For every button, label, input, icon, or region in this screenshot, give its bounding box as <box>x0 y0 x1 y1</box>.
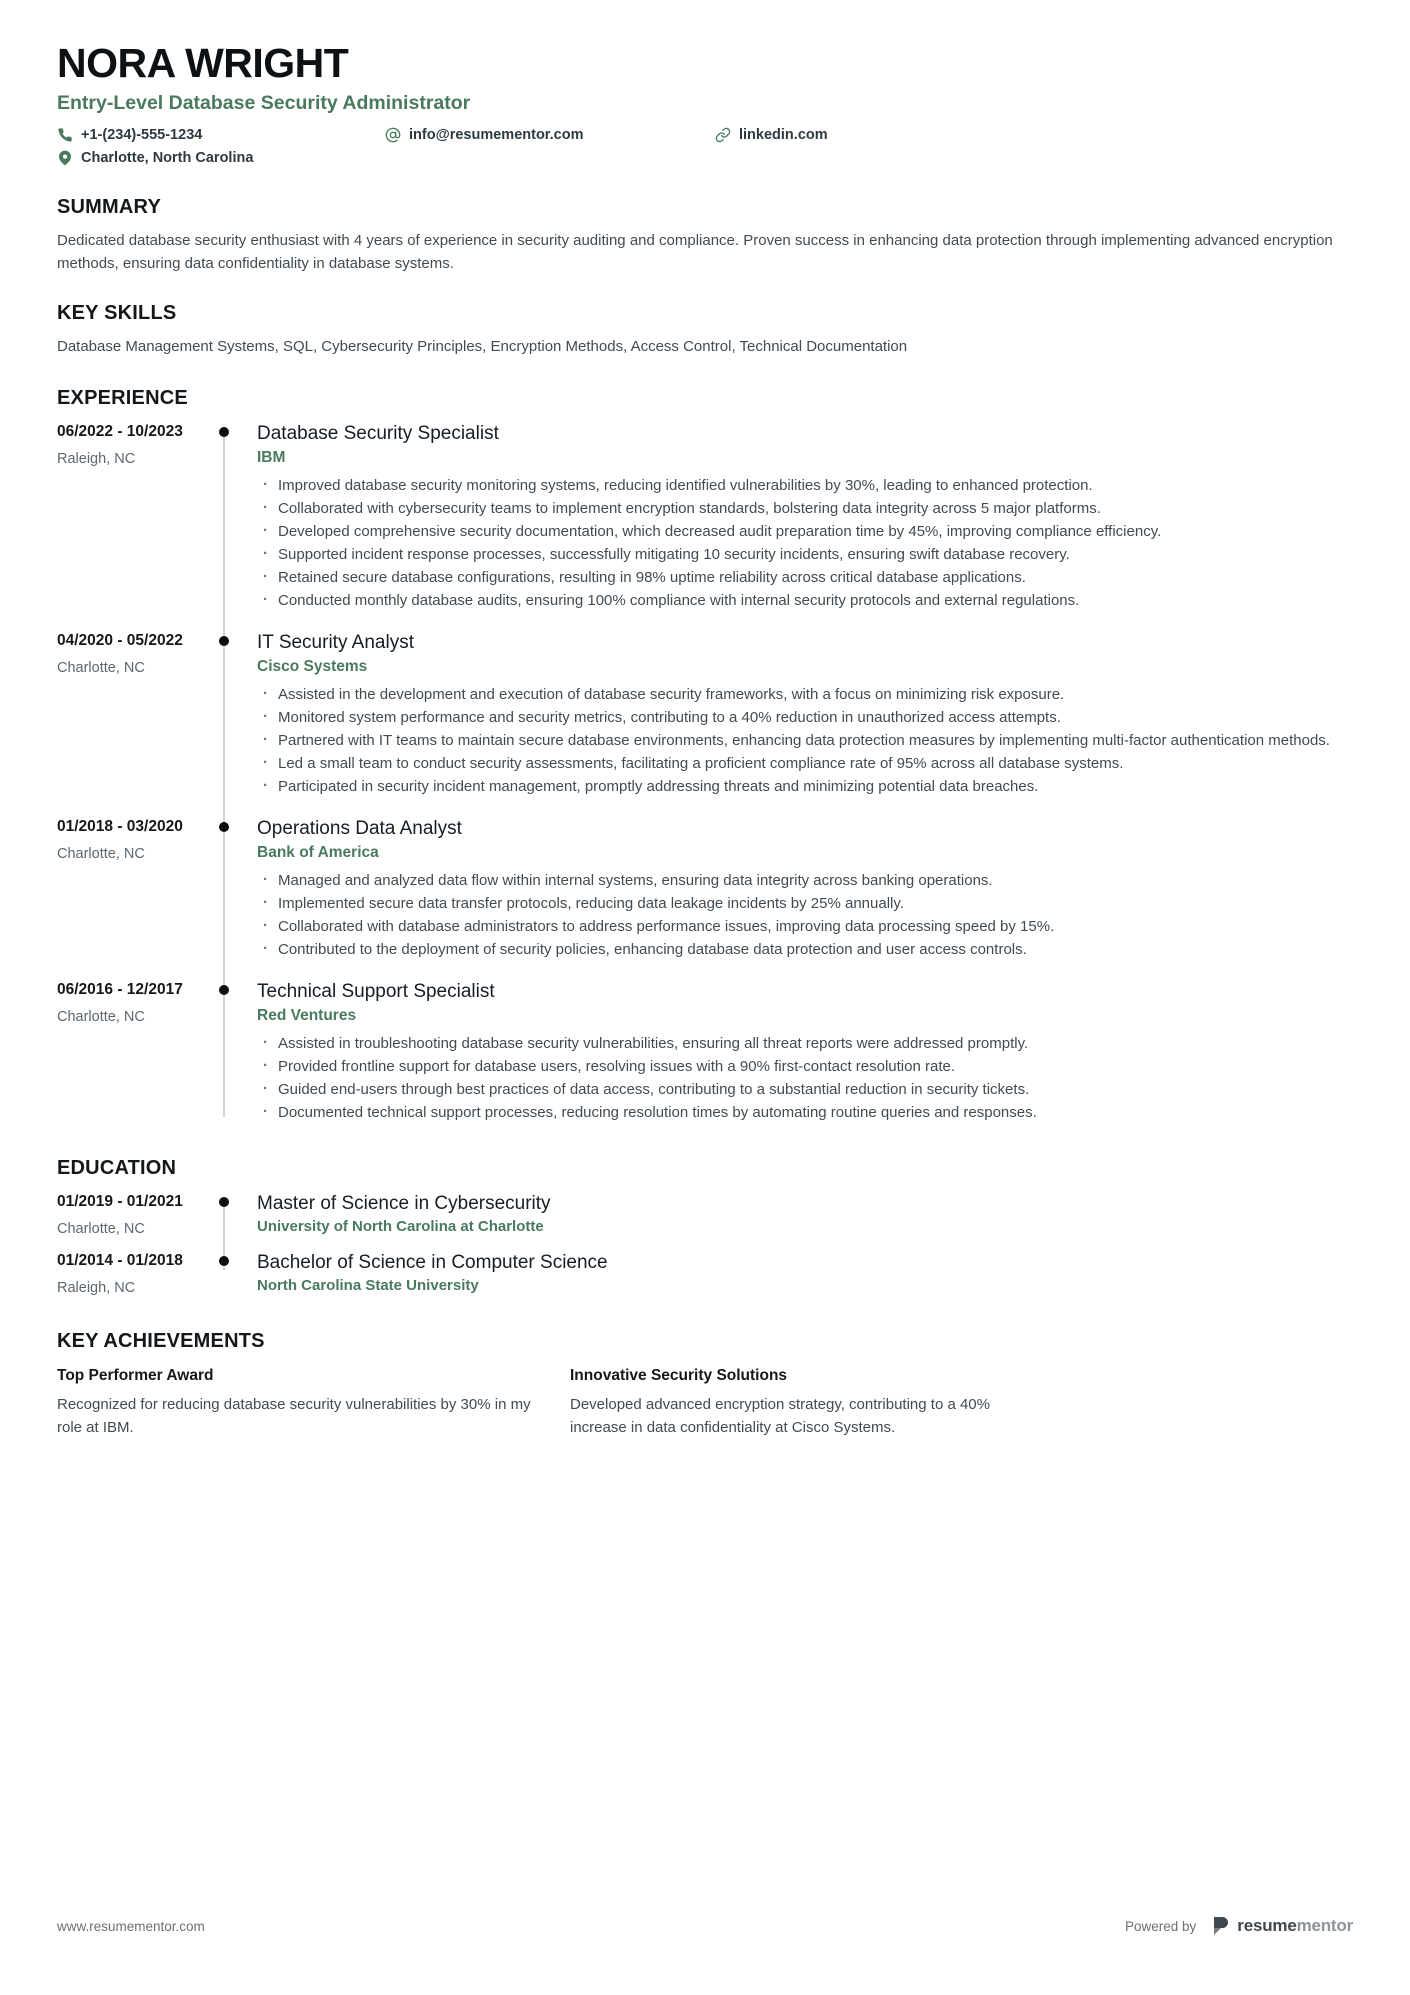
achievements-section <box>57 1330 1353 1439</box>
degree-location: Charlotte, NC <box>57 1221 145 1238</box>
timeline-dot <box>219 985 229 995</box>
key-skills-text: Database Management Systems, SQL, Cybersecurity Principles, Encryption Methods, Access Control, Technical Documentation <box>57 338 908 356</box>
phone-link[interactable] <box>57 127 385 143</box>
key-skills-section <box>57 302 1353 358</box>
degree-dates: 01/2014 - 01/2018 <box>57 1252 183 1270</box>
education-entry <box>57 1251 1353 1296</box>
timeline-dot <box>219 822 229 832</box>
at-sign-icon <box>385 127 401 143</box>
experience-entry <box>57 422 1353 613</box>
job-bullet: · Collaborated with database administrators to address performance issues, improving data processing speed by 15%. <box>257 916 1353 938</box>
timeline-dot <box>219 1256 229 1266</box>
job-location: Charlotte, NC <box>57 660 145 677</box>
phone-number: +1-(234)-555-1234 <box>81 127 203 144</box>
job-bullets <box>257 1033 1353 1124</box>
degree-content <box>241 1192 1353 1237</box>
experience-entry <box>57 817 1353 962</box>
job-bullet: · Participated in security incident management, promptly addressing threats and minimizing potential data breaches. <box>257 776 1353 798</box>
achievement-item <box>57 1367 570 1439</box>
job-bullet: · Managed and analyzed data flow within internal systems, ensuring data integrity across banking operations. <box>257 870 1353 892</box>
job-bullet: · Conducted monthly database audits, ensuring 100% compliance with internal security protocols and external regulations. <box>257 590 1353 612</box>
candidate-name: NORA WRIGHT <box>57 40 349 86</box>
achievement-text: Recognized for reducing database security vulnerabilities by 30% in my role at IBM. <box>57 1396 531 1437</box>
job-bullet: · Led a small team to conduct security assessments, facilitating a proficient compliance rate of 95% across all database systems. <box>257 753 1353 775</box>
degree-title: Bachelor of Science in Computer Science <box>257 1252 608 1274</box>
footer-branding <box>1125 1915 1353 1937</box>
summary-section <box>57 196 1353 275</box>
job-location: Raleigh, NC <box>57 451 136 468</box>
job-title: IT Security Analyst <box>257 632 414 654</box>
resume-header <box>57 42 1353 166</box>
achievements-heading: KEY ACHIEVEMENTS <box>57 1330 265 1353</box>
powered-by-label: Powered by <box>1125 1918 1197 1934</box>
job-bullet: · Improved database security monitoring systems, reducing identified vulnerabilities by 30%, leading to enhanced protection. <box>257 475 1353 497</box>
job-title: Operations Data Analyst <box>257 818 462 840</box>
job-bullet: · Assisted in the development and execution of database security frameworks, with a focus on minimizing risk exposure. <box>257 684 1353 706</box>
job-dates: 04/2020 - 05/2022 <box>57 632 183 650</box>
job-location: Charlotte, NC <box>57 1009 145 1026</box>
entry-meta <box>57 817 207 962</box>
achievement-title: Innovative Security Solutions <box>570 1367 788 1385</box>
job-bullet: · Monitored system performance and security metrics, contributing to a 40% reduction in unauthorized access attempts. <box>257 707 1353 729</box>
degree-school: North Carolina State University <box>257 1277 479 1295</box>
job-bullet: · Assisted in troubleshooting database security vulnerabilities, ensuring all threat reports were addressed promptly. <box>257 1033 1353 1055</box>
candidate-role-title: Entry-Level Database Security Administrator <box>57 92 471 115</box>
entry-meta <box>57 631 207 799</box>
job-dates: 01/2018 - 03/2020 <box>57 818 183 836</box>
job-bullet: · Contributed to the deployment of security policies, enhancing database data protection and user access controls. <box>257 939 1353 961</box>
experience-entry <box>57 631 1353 799</box>
job-bullet: · Collaborated with cybersecurity teams to implement encryption standards, bolstering data integrity across 5 major platforms. <box>257 498 1353 520</box>
linkedin-text: linkedin.com <box>739 127 828 144</box>
timeline-dot <box>219 1197 229 1207</box>
job-content <box>241 980 1353 1125</box>
achievement-text: Developed advanced encryption strategy, contributing to a 40% increase in data confidentiality at Cisco Systems. <box>570 1396 990 1437</box>
job-company: Red Ventures <box>257 1007 357 1025</box>
degree-location: Raleigh, NC <box>57 1280 136 1297</box>
education-entry <box>57 1192 1353 1237</box>
job-location: Charlotte, NC <box>57 846 145 863</box>
education-section <box>57 1157 1353 1296</box>
entry-meta <box>57 422 207 613</box>
job-bullets <box>257 684 1353 798</box>
job-bullet: · Supported incident response processes, successfully mitigating 10 security incidents, ensuring swift database recovery. <box>257 544 1353 566</box>
job-content <box>241 422 1353 613</box>
timeline-dot <box>219 427 229 437</box>
experience-section <box>57 387 1353 1125</box>
job-bullets <box>257 870 1353 961</box>
job-company: IBM <box>257 449 286 467</box>
timeline-dot <box>219 636 229 646</box>
education-timeline <box>57 1192 1353 1296</box>
job-bullet: · Developed comprehensive security documentation, which decreased audit preparation time by 45%, improving compliance efficiency. <box>257 521 1353 543</box>
achievement-title: Top Performer Award <box>57 1367 214 1385</box>
entry-meta <box>57 980 207 1125</box>
phone-icon <box>57 127 73 143</box>
job-bullet: · Partnered with IT teams to maintain secure database environments, enhancing data protection measures by implementing multi-factor authentication methods. <box>257 730 1353 752</box>
degree-title: Master of Science in Cybersecurity <box>257 1193 551 1215</box>
entry-meta <box>57 1192 207 1237</box>
job-company: Cisco Systems <box>257 658 368 676</box>
job-bullet: · Retained secure database configurations, resulting in 98% uptime reliability across critical database applications. <box>257 567 1353 589</box>
summary-heading: SUMMARY <box>57 196 161 219</box>
location-text: Charlotte, North Carolina <box>81 150 254 167</box>
job-bullets <box>257 475 1353 612</box>
job-title: Database Security Specialist <box>257 423 499 445</box>
achievement-item <box>570 1367 1353 1439</box>
job-bullet: · Documented technical support processes, reducing resolution times by automating routine queries and responses. <box>257 1102 1353 1124</box>
job-bullet: · Provided frontline support for database users, resolving issues with a 90% first-contact resolution rate. <box>257 1056 1353 1078</box>
degree-dates: 01/2019 - 01/2021 <box>57 1193 183 1211</box>
entry-meta <box>57 1251 207 1296</box>
job-dates: 06/2016 - 12/2017 <box>57 981 183 999</box>
linkedin-link[interactable] <box>715 127 1353 143</box>
email-link[interactable] <box>385 127 715 143</box>
email-address: info@resumementor.com <box>409 127 584 144</box>
job-bullet: · Implemented secure data transfer protocols, reducing data leakage incidents by 25% annually. <box>257 893 1353 915</box>
footer-website-link[interactable]: www.resumementor.com <box>57 1918 205 1934</box>
degree-school: University of North Carolina at Charlotte <box>257 1218 544 1236</box>
resumementor-logo <box>1210 1915 1353 1937</box>
location-item <box>57 150 385 166</box>
degree-content <box>241 1251 1353 1296</box>
resumementor-logo-icon <box>1210 1915 1232 1937</box>
job-content <box>241 631 1353 799</box>
experience-timeline <box>57 422 1353 1125</box>
key-skills-heading: KEY SKILLS <box>57 302 177 325</box>
location-pin-icon <box>57 150 73 166</box>
summary-text: Dedicated database security enthusiast with 4 years of experience in security auditing and compliance. Proven success in enhancing data protection through implementing advanced encryption methods, ensuring data confidentiality in database systems. <box>57 232 1333 273</box>
job-company: Bank of America <box>257 844 379 862</box>
link-icon <box>715 127 731 143</box>
contact-info <box>57 127 1353 166</box>
experience-entry <box>57 980 1353 1125</box>
job-dates: 06/2022 - 10/2023 <box>57 423 183 441</box>
logo-wordmark: resumementor <box>1237 1916 1353 1935</box>
achievements-grid <box>57 1367 1353 1439</box>
job-title: Technical Support Specialist <box>257 981 495 1003</box>
job-bullet: · Guided end-users through best practices of data access, contributing to a substantial reduction in security tickets. <box>257 1079 1353 1101</box>
education-heading: EDUCATION <box>57 1157 177 1180</box>
job-content <box>241 817 1353 962</box>
experience-heading: EXPERIENCE <box>57 387 188 410</box>
page-footer <box>57 1915 1353 1937</box>
